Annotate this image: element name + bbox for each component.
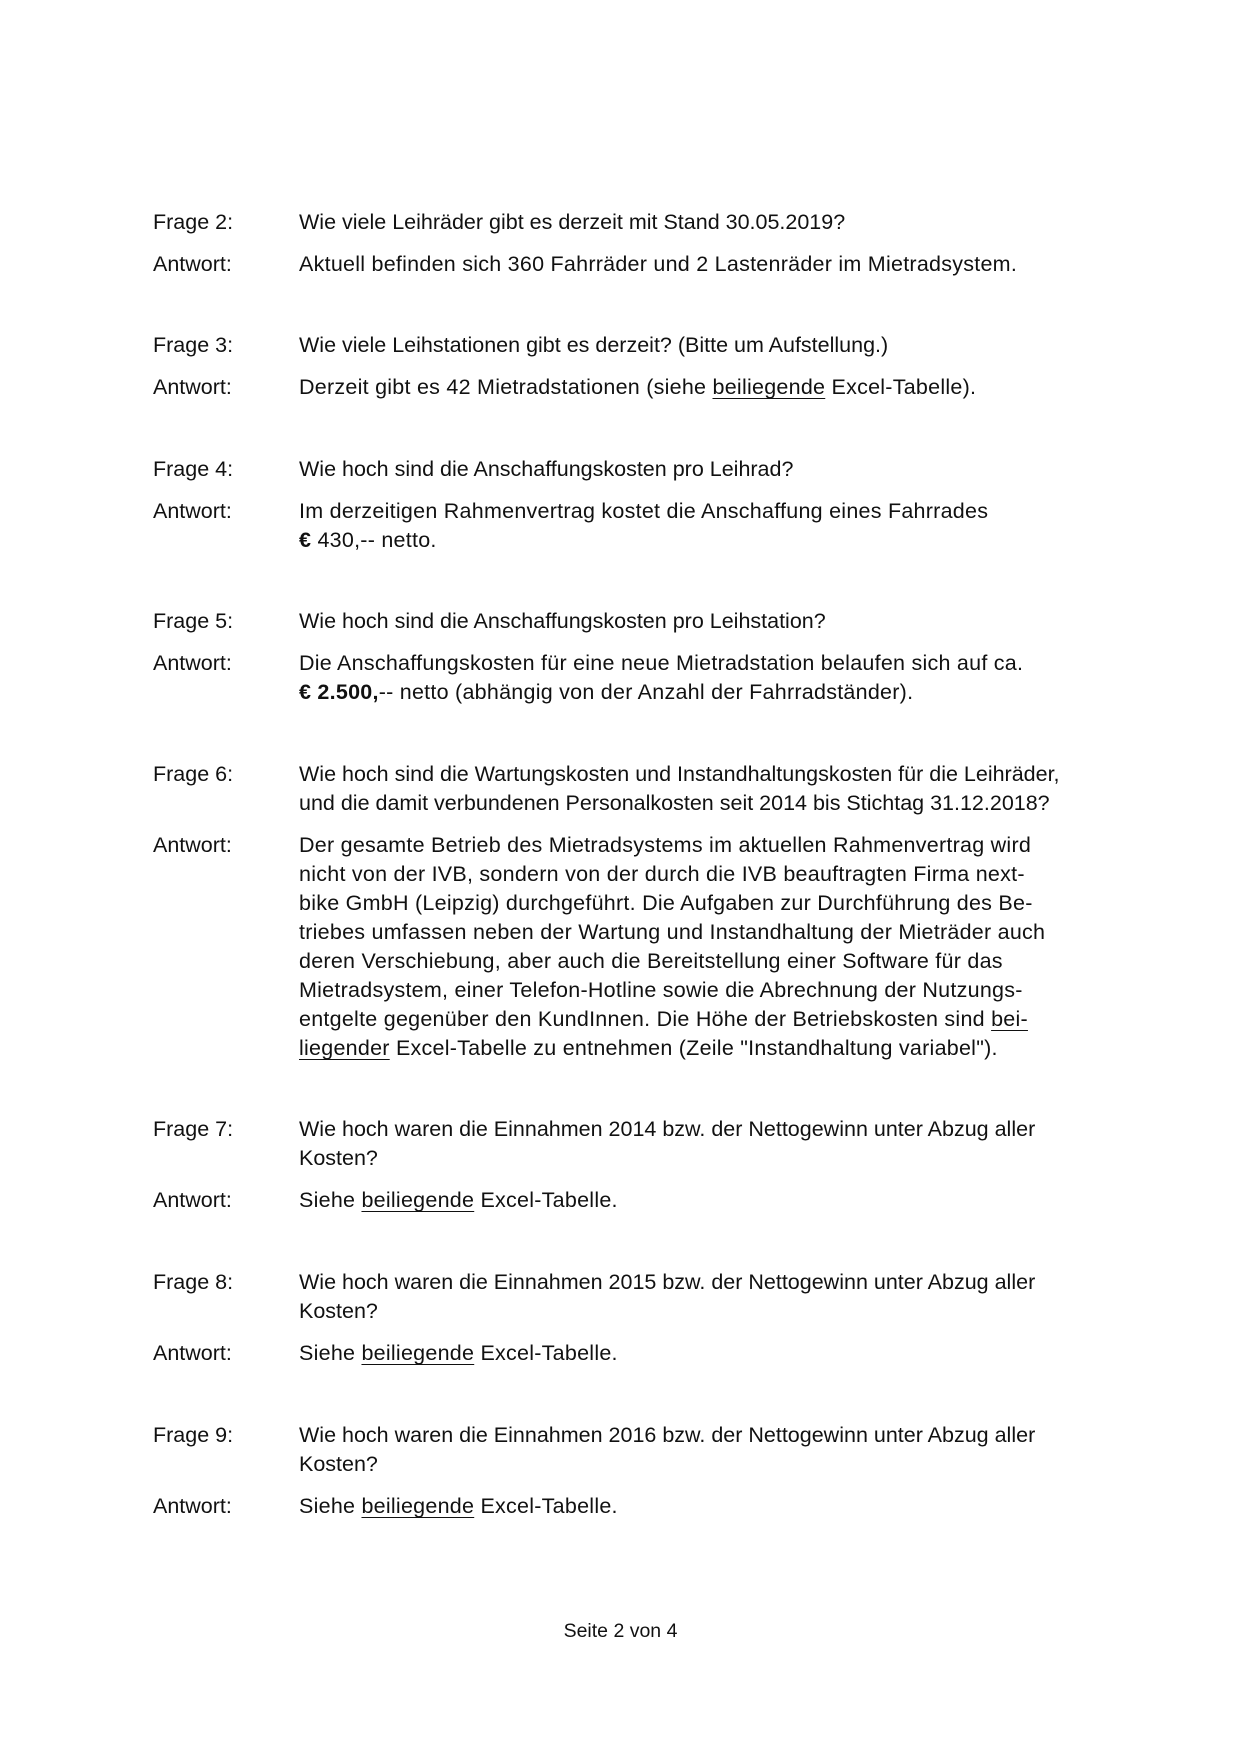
- answer-text: [299, 831, 1144, 1063]
- price-amount: € 2.500,: [299, 680, 379, 704]
- answer-line: Der gesamte Betrieb des Mietradsystems im aktuellen Rahmenvertrag wird: [299, 833, 1032, 857]
- question-line: Wie hoch waren die Einnahmen 2016 bzw. der Nettogewinn unter Abzug aller: [299, 1423, 1036, 1447]
- question-label: Frage 4:: [153, 457, 234, 481]
- question-row: [0, 208, 1241, 237]
- answer-text: [299, 649, 1144, 707]
- answer-label: Antwort:: [153, 1494, 232, 1518]
- question-row: [0, 607, 1241, 636]
- answer-line: deren Verschiebung, aber auch die Bereitstellung einer Software für das: [299, 949, 1003, 973]
- qa-block-3: [0, 331, 1241, 402]
- answer-row: [0, 373, 1241, 402]
- question-label: Frage 9:: [153, 1423, 234, 1447]
- answer-line: Mietradsystem, einer Telefon-Hotline sowie die Abrechnung der Nutzungs-: [299, 978, 1023, 1002]
- question-row: [0, 455, 1241, 484]
- answer-text-end: Excel-Tabelle.: [474, 1494, 618, 1518]
- answer-text: [299, 1186, 1144, 1215]
- page-number: Seite 2 von 4: [563, 1620, 678, 1642]
- question-line: Wie hoch waren die Einnahmen 2015 bzw. der Nettogewinn unter Abzug aller: [299, 1270, 1036, 1294]
- answer-text: [299, 373, 1144, 402]
- answer-label: Antwort:: [153, 375, 232, 399]
- answer-text: [299, 1339, 1144, 1368]
- qa-block-4: [0, 455, 1241, 555]
- question-line: Kosten?: [299, 1146, 378, 1170]
- answer-label: Antwort:: [153, 833, 232, 857]
- answer-text-start: Derzeit gibt es 42 Mietradstationen (siehe: [299, 375, 713, 399]
- answer-row: [0, 250, 1241, 279]
- question-label: Frage 5:: [153, 609, 234, 633]
- question-row: [0, 1115, 1241, 1173]
- answer-text: [299, 497, 1144, 555]
- attachment-reference: beiliegende: [361, 1494, 475, 1518]
- answer-row: [0, 831, 1241, 1063]
- answer-text-end: Excel-Tabelle.: [474, 1188, 618, 1212]
- answer-line: triebes umfassen neben der Wartung und Instandhaltung der Mieträder auch: [299, 920, 1046, 944]
- question-row: [0, 331, 1241, 360]
- answer-label: Antwort:: [153, 499, 232, 523]
- question-line: und die damit verbundenen Personalkosten seit 2014 bis Stichtag 31.12.2018?: [299, 791, 1050, 815]
- answer-text: [299, 1492, 1144, 1521]
- attachment-reference: beiliegende: [361, 1188, 475, 1212]
- answer-text-start: Siehe: [299, 1188, 362, 1212]
- answer-text-start: Siehe: [299, 1341, 362, 1365]
- qa-block-7: [0, 1115, 1241, 1215]
- answer-label: Antwort:: [153, 651, 232, 675]
- answer-row: [0, 1492, 1241, 1521]
- question-text: [299, 1421, 1144, 1479]
- question-text: Wie viele Leihstationen gibt es derzeit? (Bitte um Aufstellung.): [299, 333, 889, 357]
- answer-line: Excel-Tabelle zu entnehmen (Zeile "Instandhaltung variabel").: [389, 1036, 998, 1060]
- answer-line: Im derzeitigen Rahmenvertrag kostet die Anschaffung eines Fahrrades: [299, 499, 989, 523]
- question-label: Frage 3:: [153, 333, 234, 357]
- answer-row: [0, 649, 1241, 707]
- question-line: Wie hoch waren die Einnahmen 2014 bzw. der Nettogewinn unter Abzug aller: [299, 1117, 1036, 1141]
- answer-line: bike GmbH (Leipzig) durchgeführt. Die Aufgaben zur Durchführung des Be-: [299, 891, 1033, 915]
- answer-label: Antwort:: [153, 1341, 232, 1365]
- answer-text-end: Excel-Tabelle).: [825, 375, 977, 399]
- qa-block-6: [0, 760, 1241, 1063]
- answer-row: [0, 497, 1241, 555]
- answer-text: Aktuell befinden sich 360 Fahrräder und 2 Lastenräder im Mietradsystem.: [299, 252, 1018, 276]
- qa-block-8: [0, 1268, 1241, 1368]
- price-currency: €: [299, 528, 312, 552]
- question-row: [0, 1268, 1241, 1326]
- question-label: Frage 8:: [153, 1270, 234, 1294]
- answer-row: [0, 1186, 1241, 1215]
- question-row: [0, 1421, 1241, 1479]
- attachment-reference: bei-: [991, 1007, 1028, 1031]
- answer-line: entgelte gegenüber den KundInnen. Die Höhe der Betriebskosten sind: [299, 1007, 992, 1031]
- question-text: [299, 1268, 1144, 1326]
- answer-label: Antwort:: [153, 1188, 232, 1212]
- question-text: Wie viele Leihräder gibt es derzeit mit Stand 30.05.2019?: [299, 210, 846, 234]
- question-label: Frage 7:: [153, 1117, 234, 1141]
- answer-line: Die Anschaffungskosten für eine neue Mietradstation belaufen sich auf ca.: [299, 651, 1024, 675]
- answer-row: [0, 1339, 1241, 1368]
- answer-line: 430,-- netto.: [311, 528, 437, 552]
- question-label: Frage 2:: [153, 210, 234, 234]
- attachment-reference: liegender: [299, 1036, 390, 1060]
- answer-line: nicht von der IVB, sondern von der durch die IVB beauftragten Firma next-: [299, 862, 1025, 886]
- answer-line: -- netto (abhängig von der Anzahl der Fahrradständer).: [378, 680, 914, 704]
- qa-block-5: [0, 607, 1241, 707]
- question-line: Kosten?: [299, 1452, 378, 1476]
- attachment-reference: beiliegende: [712, 375, 826, 399]
- question-line: Wie hoch sind die Wartungskosten und Instandhaltungskosten für die Leihräder,: [299, 762, 1060, 786]
- qa-block-9: [0, 1421, 1241, 1521]
- answer-label: Antwort:: [153, 252, 232, 276]
- question-text: [299, 1115, 1144, 1173]
- question-label: Frage 6:: [153, 762, 234, 786]
- question-row: [0, 760, 1241, 818]
- question-text: [299, 760, 1144, 818]
- question-text: Wie hoch sind die Anschaffungskosten pro Leihrad?: [299, 457, 794, 481]
- answer-text-end: Excel-Tabelle.: [474, 1341, 618, 1365]
- answer-text-start: Siehe: [299, 1494, 362, 1518]
- attachment-reference: beiliegende: [361, 1341, 475, 1365]
- qa-block-2: [0, 208, 1241, 279]
- question-text: Wie hoch sind die Anschaffungskosten pro Leihstation?: [299, 609, 826, 633]
- question-line: Kosten?: [299, 1299, 378, 1323]
